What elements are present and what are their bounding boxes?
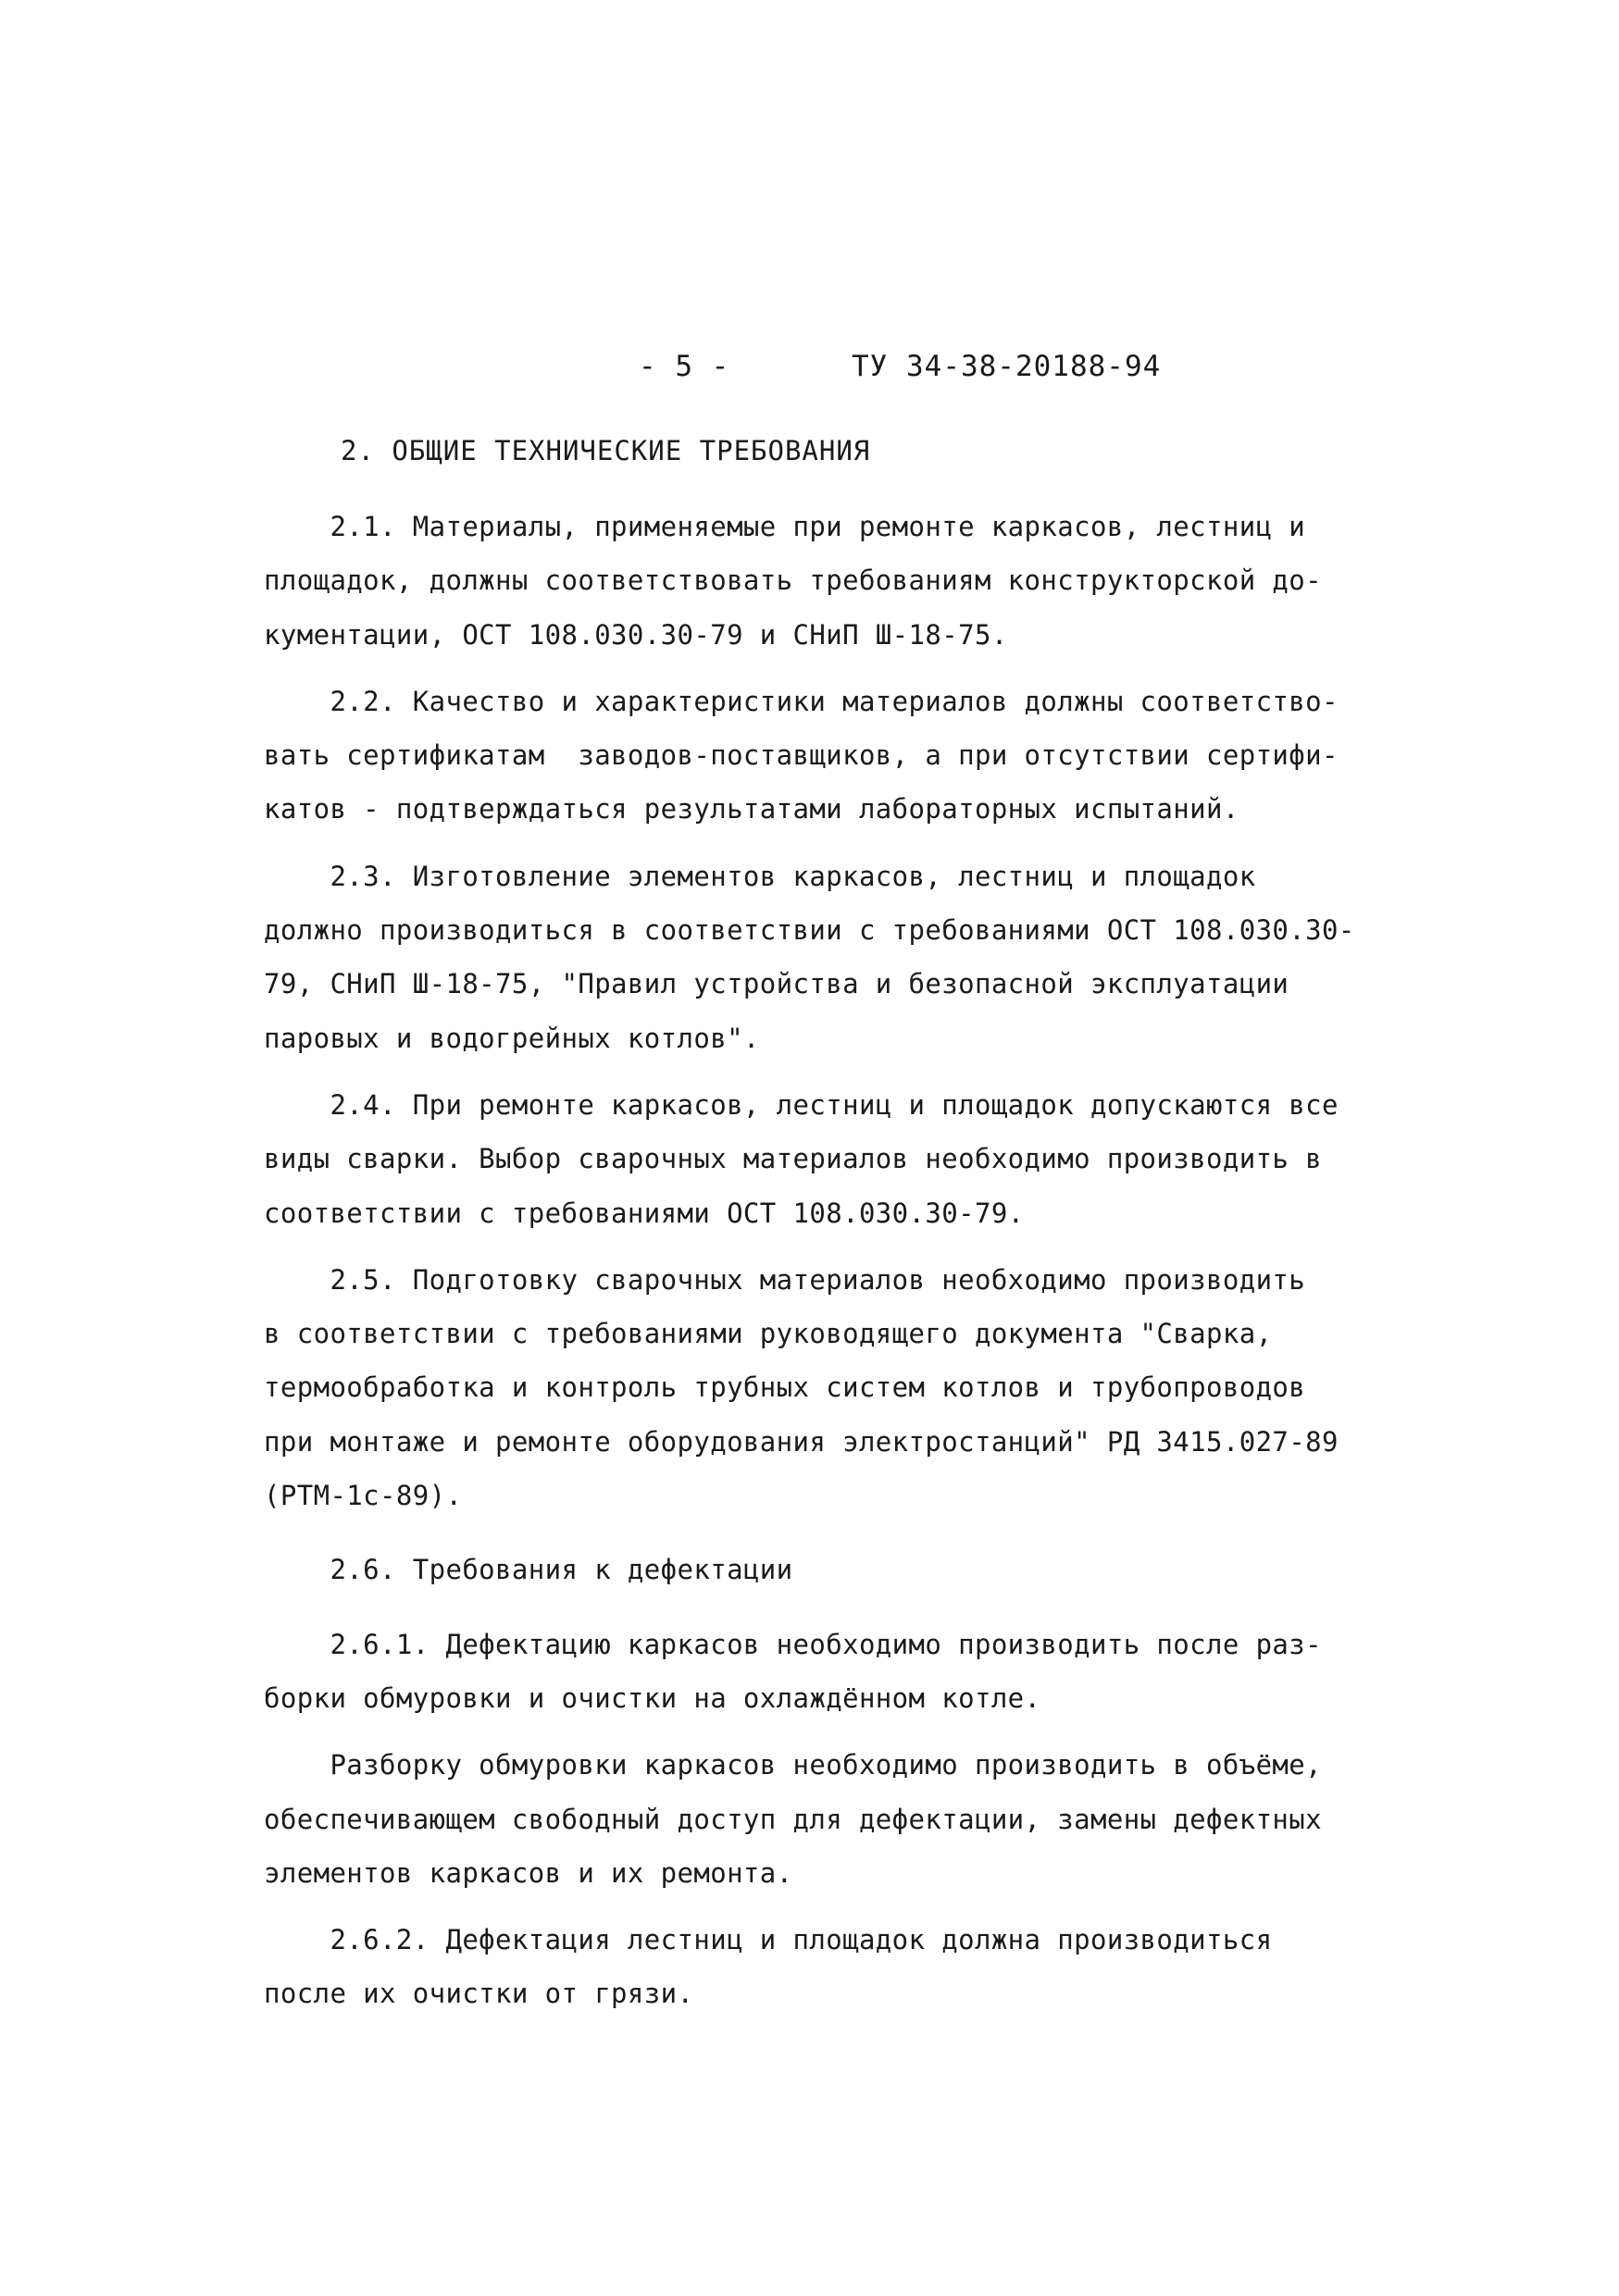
text-line: обеспечивающем свободный доступ для дефектации, замены дефектных xyxy=(264,1803,1323,1835)
text-line: соответствии с требованиями ОСТ 108.030.30-79. xyxy=(264,1197,1025,1229)
text-line: борки обмуровки и очистки на охлаждённом котле. xyxy=(264,1682,1041,1714)
text-line: виды сварки. Выбор сварочных материалов необходимо производить в xyxy=(264,1143,1323,1175)
text-line: термообработка и контроль трубных систем котлов и трубопроводов xyxy=(264,1371,1306,1404)
text-line: (РТМ-1с-89). xyxy=(264,1480,463,1512)
document-code: ТУ 34-38-20188-94 xyxy=(852,350,1162,383)
text-line: 2.2. Качество и характеристики материалов должны соответство- xyxy=(264,685,1339,717)
text-line: элементов каркасов и их ремонта. xyxy=(264,1856,793,1889)
text-line: 2.5. Подготовку сварочных материалов необходимо производить xyxy=(264,1263,1306,1296)
paragraph-2-4 xyxy=(264,1078,1375,1240)
page-number: - 5 - xyxy=(639,350,730,383)
text-line: при монтаже и ремонте оборудования электростанций" РД 3415.027-89 xyxy=(264,1425,1339,1458)
page-header xyxy=(639,350,1161,383)
paragraph-2-6-heading xyxy=(264,1543,1375,1596)
paragraph-2-6-1-continued xyxy=(264,1738,1375,1900)
text-line: кументации, ОСТ 108.030.30-79 и СНиП Ш-18-75. xyxy=(264,618,1008,651)
text-line: после их очистки от грязи. xyxy=(264,1978,694,2010)
text-line: катов - подтверждаться результатами лабораторных испытаний. xyxy=(264,793,1239,825)
paragraph-2-5 xyxy=(264,1253,1375,1522)
text-line: 2.6.1. Дефектацию каркасов необходимо производить после раз- xyxy=(264,1628,1323,1660)
text-line: должно производиться в соответствии с требованиями ОСТ 108.030.30- xyxy=(264,914,1355,947)
text-line: 79, СНиП Ш-18-75, "Правил устройства и безопасной эксплуатации xyxy=(264,968,1289,1000)
paragraph-2-3 xyxy=(264,850,1375,1065)
text-line: Разборку обмуровки каркасов необходимо производить в объёме, xyxy=(264,1749,1323,1781)
text-line: вать сертификатам заводов-поставщиков, а при отсутствии сертифи- xyxy=(264,739,1339,772)
text-line: 2.1. Материалы, применяемые при ремонте каркасов, лестниц и xyxy=(264,511,1306,542)
section-title: 2. ОБЩИЕ ТЕХНИЧЕСКИЕ ТРЕБОВАНИЯ xyxy=(341,435,871,466)
paragraph-2-2 xyxy=(264,675,1375,837)
paragraph-2-6-2 xyxy=(264,1913,1375,2021)
text-line: паровых и водогрейных котлов". xyxy=(264,1022,760,1054)
text-line: 2.6.2. Дефектация лестниц и площадок должна производиться xyxy=(264,1924,1273,1956)
text-line: площадок, должны соответствовать требованиям конструкторской до- xyxy=(264,565,1323,597)
text-line: 2.4. При ремонте каркасов, лестниц и площадок допускаются все xyxy=(264,1088,1339,1121)
paragraph-2-1 xyxy=(264,500,1375,662)
subsection-heading: 2.6. Требования к дефектации xyxy=(264,1554,793,1586)
paragraph-2-6-1 xyxy=(264,1618,1375,1726)
body-text xyxy=(264,500,1375,2021)
text-line: в соответствии с требованиями руководящего документа "Сварка, xyxy=(264,1318,1273,1350)
text-line: 2.3. Изготовление элементов каркасов, лестниц и площадок xyxy=(264,860,1256,892)
